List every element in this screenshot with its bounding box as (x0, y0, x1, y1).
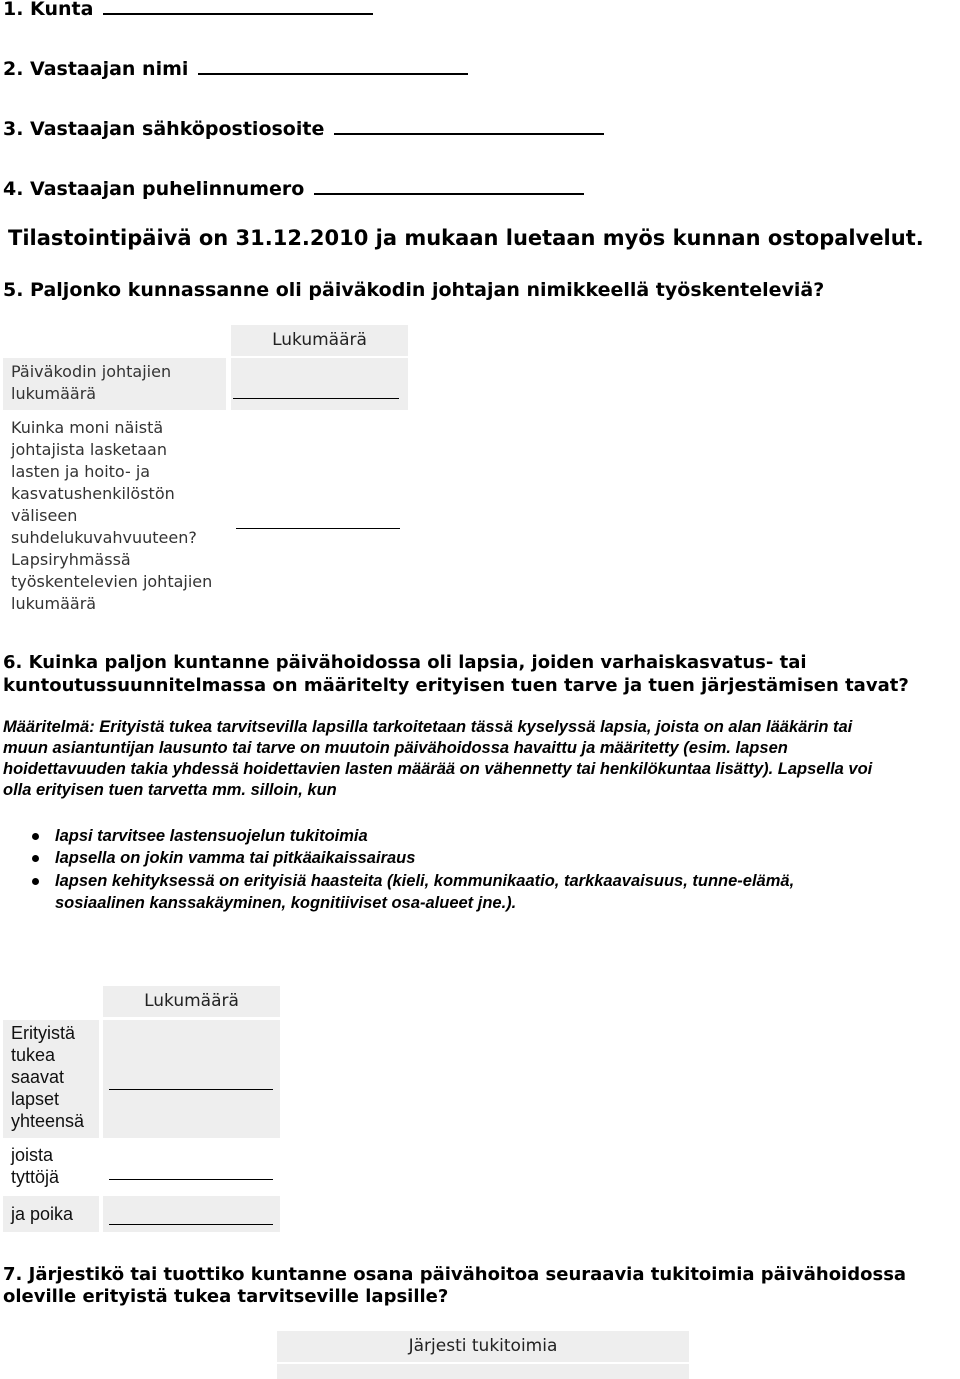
q6-row1-value-cell (103, 1020, 280, 1138)
field-label: 1. Kunta (3, 0, 94, 20)
definition-line: muun asiantuntijan lausunto tai tarve on muutoin päivähoidossa havaittu ja määritetty (esim. lapsen (3, 739, 788, 757)
q6-title-line1: 6. Kuinka paljon kuntanne päivähoidossa oli lapsia, joiden varhaiskasvatus- tai (3, 652, 807, 673)
q7-table-row (277, 1364, 689, 1379)
q6-row1-input[interactable] (109, 1089, 273, 1090)
q6-row2-label-cell (3, 1142, 99, 1188)
q5-row2-input[interactable] (236, 528, 400, 529)
q5-row2-label: Kuinka moni näistä johtajista lasketaan lasten ja hoito- ja kasvatushenkilöstön väliseen suhdelukuvahvuuteen? Lapsiryhmässä työskentelevien johtajien lukumäärä (11, 418, 213, 613)
definition-line: Määritelmä: Erityistä tukea tarvitsevilla lapsilla tarkoitetaan tässä kyselyssä lapsia, joista on alan lääkärin tai (3, 718, 853, 736)
phone-input[interactable] (314, 181, 584, 195)
q6-row1-label: Erityistä tukea saavat lapset yhteensä (11, 1023, 85, 1131)
bullet-dot-icon (32, 855, 39, 862)
bullet-item: lapsi tarvitsee lastensuojelun tukitoimia (55, 827, 368, 845)
field-name (3, 57, 468, 81)
email-input[interactable] (334, 121, 604, 135)
field-phone (3, 177, 584, 201)
q6-row3-label: ja poika (11, 1204, 74, 1224)
field-label: 2. Vastaajan nimi (3, 58, 189, 80)
field-email (3, 117, 604, 141)
q6-row2-label: joista tyttöjä (11, 1145, 60, 1187)
q6-definition (3, 717, 958, 801)
q5-row1-label-cell (3, 358, 226, 410)
statistics-notice: Tilastointipäivä on 31.12.2010 ja mukaan luetaan myös kunnan ostopalvelut. (8, 226, 924, 250)
bullet-dot-icon (32, 833, 39, 840)
q7-title-line2: oleville erityistä tukea tarvitseville lapsille? (3, 1286, 449, 1307)
bullet-item-continued: sosiaalinen kanssakäyminen, kognitiiviset osa-alueet jne.). (55, 894, 517, 912)
q7-title-line1: 7. Järjestikö tai tuottiko kuntanne osana päivähoitoa seuraavia tukitoimia päivähoidossa (3, 1264, 907, 1285)
q5-title: 5. Paljonko kunnassanne oli päiväkodin johtajan nimikkeellä työskenteleviä? (3, 279, 825, 301)
q7-column-header: Järjesti tukitoimia (277, 1331, 689, 1362)
bullet-dot-icon (32, 878, 39, 885)
q6-row3-value-cell (103, 1196, 280, 1232)
q6-row2-input[interactable] (109, 1179, 273, 1180)
q6-row3-input[interactable] (109, 1224, 273, 1225)
q5-row1-label: Päiväkodin johtajien lukumäärä (11, 362, 172, 403)
definition-line: olla erityisen tuen tarvetta mm. silloin, kun (3, 781, 337, 799)
q6-column-header: Lukumäärä (103, 986, 280, 1017)
kunta-input[interactable] (103, 1, 373, 15)
q6-row1-label-cell (3, 1020, 99, 1138)
definition-line: hoidettavuuden takia yhdessä hoidettavien lasten määrää on vähennetty tai henkilökuntaa lisätty). Lapsella voi (3, 760, 873, 778)
bullet-item: lapsella on jokin vamma tai pitkäaikaissairaus (55, 849, 416, 867)
q6-row3-label-cell (3, 1196, 99, 1232)
q5-row2-label-cell (3, 414, 226, 618)
q5-column-header: Lukumäärä (231, 325, 408, 356)
name-input[interactable] (198, 61, 468, 75)
field-label: 3. Vastaajan sähköpostiosoite (3, 118, 325, 140)
field-label: 4. Vastaajan puhelinnumero (3, 178, 305, 200)
q5-row1-input[interactable] (233, 398, 399, 399)
q6-title-line2: kuntoutussuunnitelmassa on määritelty erityisen tuen tarve ja tuen järjestämisen tavat? (3, 675, 909, 696)
field-kunta (3, 0, 373, 21)
q5-row1-value-cell (231, 358, 408, 410)
bullet-item: lapsen kehityksessä on erityisiä haasteita (kieli, kommunikaatio, tarkkaavaisuus, tunne-elämä, (55, 872, 795, 890)
